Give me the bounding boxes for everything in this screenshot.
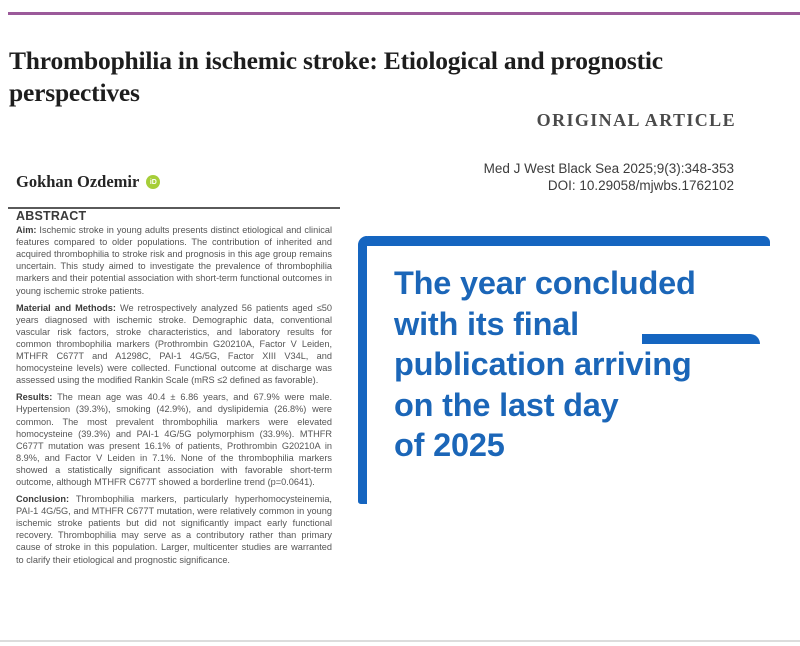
section-label: Aim: bbox=[16, 225, 37, 236]
abstract-heading: ABSTRACT bbox=[16, 209, 87, 223]
doi-link[interactable]: DOI: 10.29058/mjwbs.1762102 bbox=[547, 178, 734, 193]
section-label: Results: bbox=[16, 392, 53, 403]
orcid-icon[interactable]: iD bbox=[146, 175, 160, 189]
author-name: Gokhan Ozdemir bbox=[16, 172, 140, 191]
article-type-label: ORIGINAL ARTICLE bbox=[536, 110, 736, 130]
callout-message bbox=[394, 263, 794, 466]
abstract-conclusion bbox=[16, 493, 332, 566]
bottom-divider bbox=[0, 640, 800, 642]
announcement-callout bbox=[358, 236, 800, 506]
journal-citation: Med J West Black Sea 2025;9(3):348-353 bbox=[483, 161, 734, 176]
header-accent-rule bbox=[8, 12, 800, 15]
callout-line: publication arriving bbox=[394, 346, 692, 382]
author-line bbox=[16, 172, 160, 192]
callout-line: of 2025 bbox=[394, 427, 505, 463]
callout-line: on the last day bbox=[394, 386, 619, 423]
callout-frame-top bbox=[358, 236, 770, 246]
article-title: Thrombophilia in ischemic stroke: Etiological and prognostic perspectives bbox=[9, 46, 663, 107]
section-label: Conclusion: bbox=[16, 494, 70, 505]
section-text: Thrombophilia markers, particularly hyperhomocysteinemia, PAI-1 4G/5G, and MTHFR C677T mutation, were relatively common in young ischemic stroke patients but did not significantly impact early functional recovery. Thrombophilia may serve as a contributory rather than primary cause of stroke in this population. Larger, multicenter studies are warranted to clarify their etiological and prognostic significance. bbox=[16, 494, 332, 565]
section-label: Material and Methods: bbox=[16, 302, 116, 313]
callout-line: with its final bbox=[394, 305, 579, 342]
section-text: We retrospectively analyzed 56 patients aged ≤50 years diagnosed with ischemic stroke. Demographic data, conventional vascular risk factors, stroke characteristics, and laboratory results for common thrombophilia markers (Prothrombin G20210A, Factor V Leiden, MTHFR C677T and A1298C, PAI-1 4G/5G, Factor XIII V34L, and homocysteine levels) were collected. Functional outcome at discharge was assessed using the modified Rankin Scale (mRS ≤2 defined as favorable). bbox=[16, 302, 332, 386]
section-text: Ischemic stroke in young adults presents distinct etiological and clinical features compared to older populations. The contribution of inherited and acquired thrombophilia to stroke risk and prognosis in this age group remains uncertain. This study aimed to investigate the prevalence of thrombophilia markers and their potential association with short-term functional outcomes in young ischemic stroke patients. bbox=[16, 225, 332, 296]
citation-block bbox=[484, 160, 734, 194]
abstract bbox=[16, 210, 332, 571]
callout-line: The year concluded bbox=[394, 265, 696, 301]
abstract-results bbox=[16, 391, 332, 488]
callout-frame-left bbox=[358, 236, 367, 504]
abstract-methods bbox=[16, 302, 332, 387]
section-text: The mean age was 40.4 ± 6.86 years, and 67.9% were male. Hypertension (39.3%), smoking (42.9%), and dyslipidemia (26.8%) were common. The most prevalent thrombophilia markers were elevated homocysteine (39.3%) and PAI-1 4G/5G polymorphism (33.9%). MTHFR C677T mutation was present 16.1% of patients, Prothrombin G20210A in 8.9%, and Factor V Leiden in 7.1%. None of the thrombophilia markers showed a statistically significant association with favorable short-term outcome, although MTHFR C677T showed a borderline trend (p=0.0641). bbox=[16, 392, 332, 487]
abstract-aim bbox=[16, 224, 332, 297]
